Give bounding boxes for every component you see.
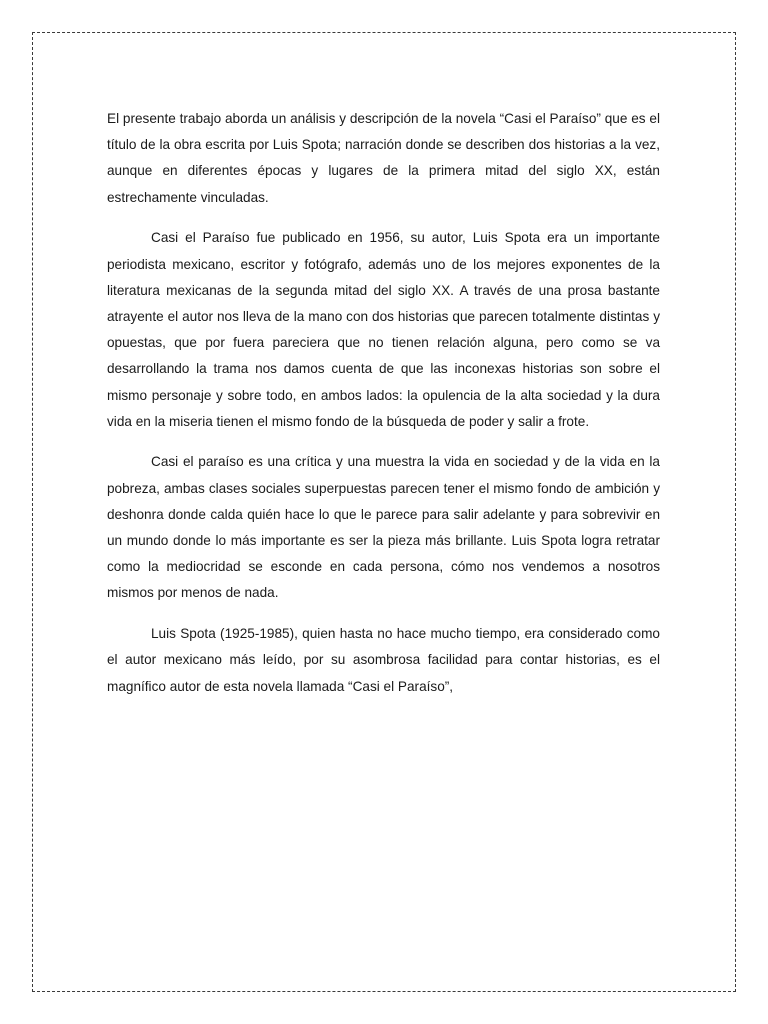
paragraph-author: Luis Spota (1925-1985), quien hasta no hace mucho tiempo, era considerado como el autor mexicano más leído, por su asombrosa facilidad para contar historias, es el magnífico autor de esta novela llamada “Casi el Paraíso”, [107, 626, 660, 694]
paragraph-critique: Casi el paraíso es una crítica y una muestra la vida en sociedad y de la vida en la pobreza, ambas clases sociales superpuestas parecen tener el mismo fondo de ambición y deshonra donde calda quién hace lo que le parece para salir adelante y para sobrevivir en un mundo donde lo más importante es ser la pieza más brillante. Luis Spota logra retratar como la mediocridad se esconde en cada persona, cómo nos vendemos a nosotros mismos por menos de nada. [107, 454, 660, 601]
paragraph-publication: Casi el Paraíso fue publicado en 1956, su autor, Luis Spota era un importante periodista mexicano, escritor y fotógrafo, además uno de los mejores exponentes de la literatura mexicanas de la segunda mitad del siglo XX. A través de una prosa bastante atrayente el autor nos lleva de la mano con dos historias que parecen totalmente distintas y opuestas, que por fuera pareciera que no tienen relación alguna, pero como se va desarrollando la trama nos damos cuenta de que las inconexas historias son sobre el mismo personaje y sobre todo, en ambos lados: la opulencia de la alta sociedad y la dura vida en la miseria tienen el mismo fondo de la búsqueda de poder y salir a frote. [107, 230, 660, 429]
paragraph-intro: El presente trabajo aborda un análisis y descripción de la novela “Casi el Paraíso” que es el título de la obra escrita por Luis Spota; narración donde se describen dos historias a la vez, aunque en diferentes épocas y lugares de la primera mitad del siglo XX, están estrechamente vinculadas. [107, 111, 660, 205]
document-body [107, 106, 660, 714]
